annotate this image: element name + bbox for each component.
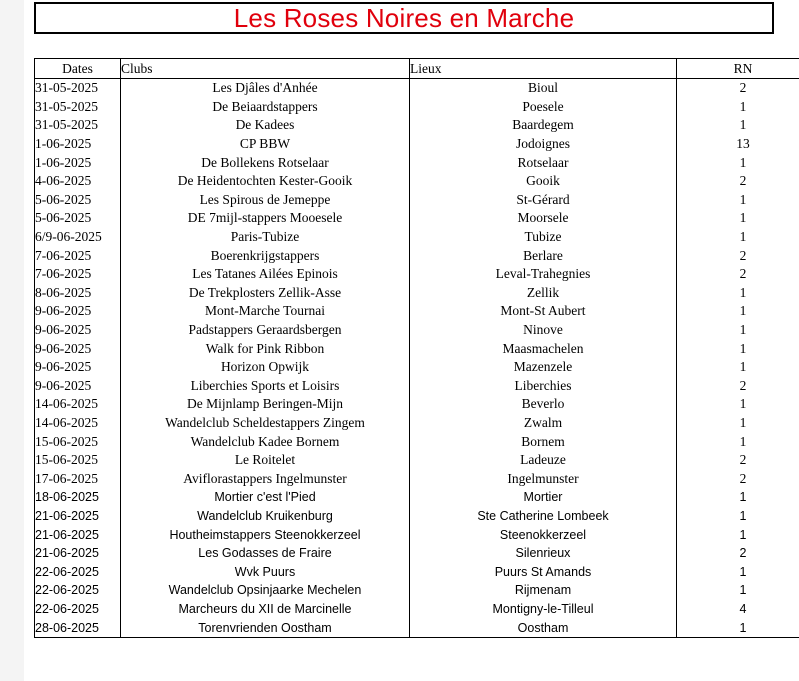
club-cell: Wvk Puurs xyxy=(121,562,410,581)
date-cell: 21-06-2025 xyxy=(35,507,121,526)
club-cell: De Bollekens Rotselaar xyxy=(121,153,410,172)
rn-cell: 2 xyxy=(677,451,799,470)
club-cell: Houtheimstappers Steenokkerzeel xyxy=(121,525,410,544)
date-cell: 7-06-2025 xyxy=(35,246,121,265)
table-row xyxy=(35,525,799,544)
rn-cell: 1 xyxy=(677,284,799,303)
club-cell: De Kadees xyxy=(121,116,410,135)
table-row xyxy=(35,321,799,340)
date-cell: 9-06-2025 xyxy=(35,339,121,358)
rn-cell: 1 xyxy=(677,321,799,340)
lieu-cell: Ste Catherine Lombeek xyxy=(410,507,677,526)
lieu-cell: Ninove xyxy=(410,321,677,340)
column-header-lieux: Lieux xyxy=(410,59,677,79)
table-row xyxy=(35,209,799,228)
rn-cell: 1 xyxy=(677,581,799,600)
left-margin xyxy=(0,0,24,681)
rn-cell: 2 xyxy=(677,544,799,563)
club-cell: Wandelclub Opsinjaarke Mechelen xyxy=(121,581,410,600)
club-cell: De Heidentochten Kester-Gooik xyxy=(121,172,410,191)
club-cell: Wandelclub Scheldestappers Zingem xyxy=(121,414,410,433)
rn-cell: 1 xyxy=(677,414,799,433)
table-row xyxy=(35,265,799,284)
date-cell: 15-06-2025 xyxy=(35,432,121,451)
date-cell: 15-06-2025 xyxy=(35,451,121,470)
lieu-cell: Steenokkerzeel xyxy=(410,525,677,544)
club-cell: Marcheurs du XII de Marcinelle xyxy=(121,600,410,619)
date-cell: 31-05-2025 xyxy=(35,79,121,98)
table-row xyxy=(35,488,799,507)
table-row xyxy=(35,135,799,154)
date-cell: 18-06-2025 xyxy=(35,488,121,507)
rn-cell: 1 xyxy=(677,191,799,210)
club-cell: Liberchies Sports et Loisirs xyxy=(121,377,410,396)
lieu-cell: Silenrieux xyxy=(410,544,677,563)
lieu-cell: Tubize xyxy=(410,228,677,247)
club-cell: Les Spirous de Jemeppe xyxy=(121,191,410,210)
date-cell: 1-06-2025 xyxy=(35,153,121,172)
rn-cell: 1 xyxy=(677,507,799,526)
lieu-cell: Puurs St Amands xyxy=(410,562,677,581)
date-cell: 22-06-2025 xyxy=(35,581,121,600)
club-cell: Boerenkrijgstappers xyxy=(121,246,410,265)
table-row xyxy=(35,377,799,396)
page-title: Les Roses Noires en Marche xyxy=(233,3,575,33)
table-row xyxy=(35,618,799,637)
club-cell: Les Djâles d'Anhée xyxy=(121,79,410,98)
table-row xyxy=(35,302,799,321)
lieu-cell: Moorsele xyxy=(410,209,677,228)
column-header-clubs: Clubs xyxy=(121,59,410,79)
table-row xyxy=(35,339,799,358)
table-row xyxy=(35,414,799,433)
date-cell: 9-06-2025 xyxy=(35,377,121,396)
rn-cell: 1 xyxy=(677,395,799,414)
date-cell: 14-06-2025 xyxy=(35,414,121,433)
rn-cell: 1 xyxy=(677,153,799,172)
club-cell: Paris-Tubize xyxy=(121,228,410,247)
date-cell: 21-06-2025 xyxy=(35,544,121,563)
rn-cell: 2 xyxy=(677,265,799,284)
lieu-cell: Zwalm xyxy=(410,414,677,433)
walks-table xyxy=(34,58,799,638)
table-row xyxy=(35,469,799,488)
table-row xyxy=(35,153,799,172)
rn-cell: 1 xyxy=(677,116,799,135)
lieu-cell: Bornem xyxy=(410,432,677,451)
table-row xyxy=(35,358,799,377)
rn-cell: 1 xyxy=(677,618,799,637)
club-cell: CP BBW xyxy=(121,135,410,154)
rn-cell: 1 xyxy=(677,228,799,247)
date-cell: 28-06-2025 xyxy=(35,618,121,637)
club-cell: Les Tatanes Ailées Epinois xyxy=(121,265,410,284)
date-cell: 8-06-2025 xyxy=(35,284,121,303)
table-row xyxy=(35,79,799,98)
club-cell: Le Roitelet xyxy=(121,451,410,470)
club-cell: De Beiaardstappers xyxy=(121,98,410,117)
date-cell: 22-06-2025 xyxy=(35,600,121,619)
date-cell: 21-06-2025 xyxy=(35,525,121,544)
lieu-cell: Berlare xyxy=(410,246,677,265)
lieu-cell: Poesele xyxy=(410,98,677,117)
date-cell: 5-06-2025 xyxy=(35,191,121,210)
club-cell: Les Godasses de Fraire xyxy=(121,544,410,563)
rn-cell: 2 xyxy=(677,172,799,191)
lieu-cell: Mortier xyxy=(410,488,677,507)
club-cell: Horizon Opwijk xyxy=(121,358,410,377)
club-cell: Aviflorastappers Ingelmunster xyxy=(121,469,410,488)
table-row xyxy=(35,581,799,600)
table-row xyxy=(35,116,799,135)
club-cell: Wandelclub Kadee Bornem xyxy=(121,432,410,451)
table-row xyxy=(35,544,799,563)
lieu-cell: Jodoignes xyxy=(410,135,677,154)
table-row xyxy=(35,228,799,247)
club-cell: Mortier c'est l'Pied xyxy=(121,488,410,507)
table-row xyxy=(35,600,799,619)
title-box xyxy=(34,2,774,34)
lieu-cell: Zellik xyxy=(410,284,677,303)
date-cell: 7-06-2025 xyxy=(35,265,121,284)
date-cell: 9-06-2025 xyxy=(35,302,121,321)
rn-cell: 4 xyxy=(677,600,799,619)
table-row xyxy=(35,432,799,451)
lieu-cell: Liberchies xyxy=(410,377,677,396)
lieu-cell: Montigny-le-Tilleul xyxy=(410,600,677,619)
date-cell: 9-06-2025 xyxy=(35,321,121,340)
rn-cell: 1 xyxy=(677,488,799,507)
club-cell: Mont-Marche Tournai xyxy=(121,302,410,321)
club-cell: Torenvrienden Oostham xyxy=(121,618,410,637)
rn-cell: 1 xyxy=(677,525,799,544)
rn-cell: 1 xyxy=(677,562,799,581)
table-row xyxy=(35,451,799,470)
date-cell: 5-06-2025 xyxy=(35,209,121,228)
rn-cell: 1 xyxy=(677,209,799,228)
rn-cell: 1 xyxy=(677,339,799,358)
rn-cell: 1 xyxy=(677,98,799,117)
table-row xyxy=(35,284,799,303)
rn-cell: 1 xyxy=(677,302,799,321)
column-header-rn: RN xyxy=(677,59,799,79)
date-cell: 31-05-2025 xyxy=(35,116,121,135)
lieu-cell: Gooik xyxy=(410,172,677,191)
club-cell: Wandelclub Kruikenburg xyxy=(121,507,410,526)
lieu-cell: Oostham xyxy=(410,618,677,637)
lieu-cell: Mazenzele xyxy=(410,358,677,377)
lieu-cell: Mont-St Aubert xyxy=(410,302,677,321)
column-header-dates: Dates xyxy=(35,59,121,79)
table-header-row xyxy=(35,59,799,79)
club-cell: DE 7mijl-stappers Mooesele xyxy=(121,209,410,228)
club-cell: De Trekplosters Zellik-Asse xyxy=(121,284,410,303)
lieu-cell: Ingelmunster xyxy=(410,469,677,488)
date-cell: 1-06-2025 xyxy=(35,135,121,154)
rn-cell: 2 xyxy=(677,377,799,396)
table-row xyxy=(35,246,799,265)
club-cell: Padstappers Geraardsbergen xyxy=(121,321,410,340)
table-row xyxy=(35,98,799,117)
date-cell: 31-05-2025 xyxy=(35,98,121,117)
date-cell: 22-06-2025 xyxy=(35,562,121,581)
lieu-cell: Bioul xyxy=(410,79,677,98)
rn-cell: 2 xyxy=(677,79,799,98)
club-cell: Walk for Pink Ribbon xyxy=(121,339,410,358)
club-cell: De Mijnlamp Beringen-Mijn xyxy=(121,395,410,414)
rn-cell: 1 xyxy=(677,358,799,377)
table-row xyxy=(35,191,799,210)
lieu-cell: Beverlo xyxy=(410,395,677,414)
lieu-cell: Maasmachelen xyxy=(410,339,677,358)
date-cell: 14-06-2025 xyxy=(35,395,121,414)
lieu-cell: Rotselaar xyxy=(410,153,677,172)
rn-cell: 2 xyxy=(677,246,799,265)
rn-cell: 2 xyxy=(677,469,799,488)
lieu-cell: Leval-Trahegnies xyxy=(410,265,677,284)
lieu-cell: Ladeuze xyxy=(410,451,677,470)
table-row xyxy=(35,172,799,191)
table-row xyxy=(35,562,799,581)
lieu-cell: Baardegem xyxy=(410,116,677,135)
date-cell: 17-06-2025 xyxy=(35,469,121,488)
lieu-cell: Rijmenam xyxy=(410,581,677,600)
rn-cell: 13 xyxy=(677,135,799,154)
date-cell: 4-06-2025 xyxy=(35,172,121,191)
date-cell: 6/9-06-2025 xyxy=(35,228,121,247)
table-row xyxy=(35,395,799,414)
rn-cell: 1 xyxy=(677,432,799,451)
table-row xyxy=(35,507,799,526)
date-cell: 9-06-2025 xyxy=(35,358,121,377)
lieu-cell: St-Gérard xyxy=(410,191,677,210)
